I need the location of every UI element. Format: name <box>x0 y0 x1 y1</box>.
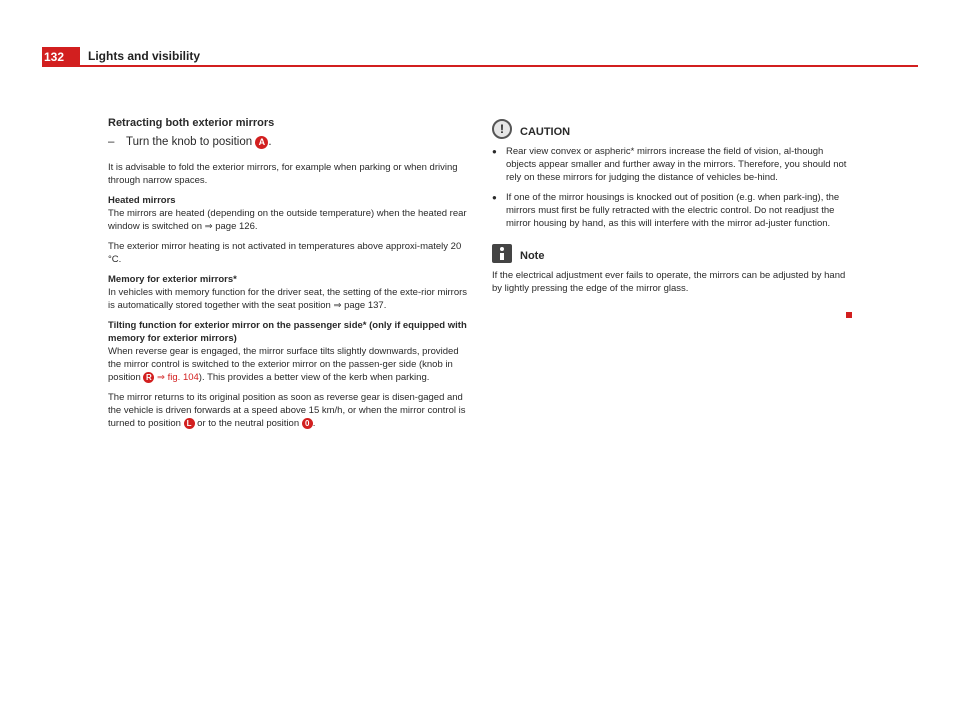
position-0-badge: 0 <box>302 418 313 429</box>
fold-paragraph: It is advisable to fold the exterior mirrors, for example when parking or when driving through narrow spaces. <box>108 162 458 186</box>
header-rule <box>80 65 918 67</box>
page-header <box>42 47 918 67</box>
info-icon <box>492 244 512 263</box>
caution-item-text: If one of the mirror housings is knocked out of position (e.g. when park-ing), the mirrors must first be fully retracted with the electric control. Do not readjust the mirror housing by hand, as this will interfere with the mirror ad-juster function. <box>506 192 840 229</box>
note-label: Note <box>520 250 545 262</box>
tilt-text-b: ). This provides a better view of the kerb when parking. <box>198 372 430 383</box>
return-text-b: or to the neutral position <box>197 418 300 429</box>
caution-item-text: Rear view convex or aspheric* mirrors increase the field of vision, al-though objects appear smaller and further away in the mirrors. Therefore, you should not rely on these mirrors for judging the distance of vehicles be-hind. <box>506 146 847 183</box>
left-column <box>108 117 468 437</box>
page-number: 132 <box>42 47 80 67</box>
return-text-a: The mirror returns to its original position as soon as reverse gear is disen-gaged and the vehicle is driven forwards at a speed above 15 km/h, or when the mirror control is turned to position <box>108 392 466 429</box>
position-r-badge: R <box>143 372 154 383</box>
caution-item <box>492 145 852 184</box>
tilt-text-a: When reverse gear is engaged, the mirror surface tilts slightly downwards, provided the mirror control is switched to the exterior mirror on the passen-ger side (knob in position <box>108 346 459 383</box>
memory-heading: Memory for exterior mirrors* <box>108 274 237 285</box>
caution-label: CAUTION <box>520 126 571 138</box>
retract-heading: Retracting both exterior mirrors <box>108 117 275 129</box>
return-paragraph <box>108 391 468 430</box>
caution-icon: ! <box>492 119 512 139</box>
right-column <box>492 119 852 302</box>
bullet-icon: ● <box>492 147 497 156</box>
caution-header <box>492 119 852 139</box>
heated-heading: Heated mirrors <box>108 195 176 206</box>
heating-not-active-paragraph: The exterior mirror heating is not activated in temperatures above approxi-mately 20 °C. <box>108 241 462 265</box>
return-end: . <box>312 418 316 429</box>
step-text: Turn the knob to position <box>126 136 253 148</box>
caution-item <box>492 191 852 230</box>
step-dash: – <box>108 136 115 148</box>
memory-paragraph: In vehicles with memory function for the driver seat, the setting of the exte-rior mirrors is automatically stored together with the seat position ⇒ page 137. <box>108 287 468 311</box>
section-end-marker <box>846 312 852 318</box>
note-paragraph: If the electrical adjustment ever fails to operate, the mirrors can be adjusted by hand by lightly pressing the edge of the mirror glass. <box>492 270 846 294</box>
step-end: . <box>268 136 272 148</box>
position-l-badge: L <box>184 418 195 429</box>
figure-link[interactable]: ⇒ fig. 104 <box>157 372 199 383</box>
tilt-paragraph <box>108 345 468 384</box>
chapter-title: Lights and visibility <box>88 49 201 63</box>
tilt-heading: Tilting function for exterior mirror on the passenger side* (only if equipped with memory for exterior mirrors) <box>108 320 467 344</box>
retract-step <box>108 136 468 149</box>
note-header <box>492 244 852 263</box>
heated-paragraph: The mirrors are heated (depending on the outside temperature) when the heated rear window is switched on ⇒ page 126. <box>108 208 467 232</box>
position-a-badge: A <box>255 136 268 149</box>
bullet-icon: ● <box>492 193 497 202</box>
